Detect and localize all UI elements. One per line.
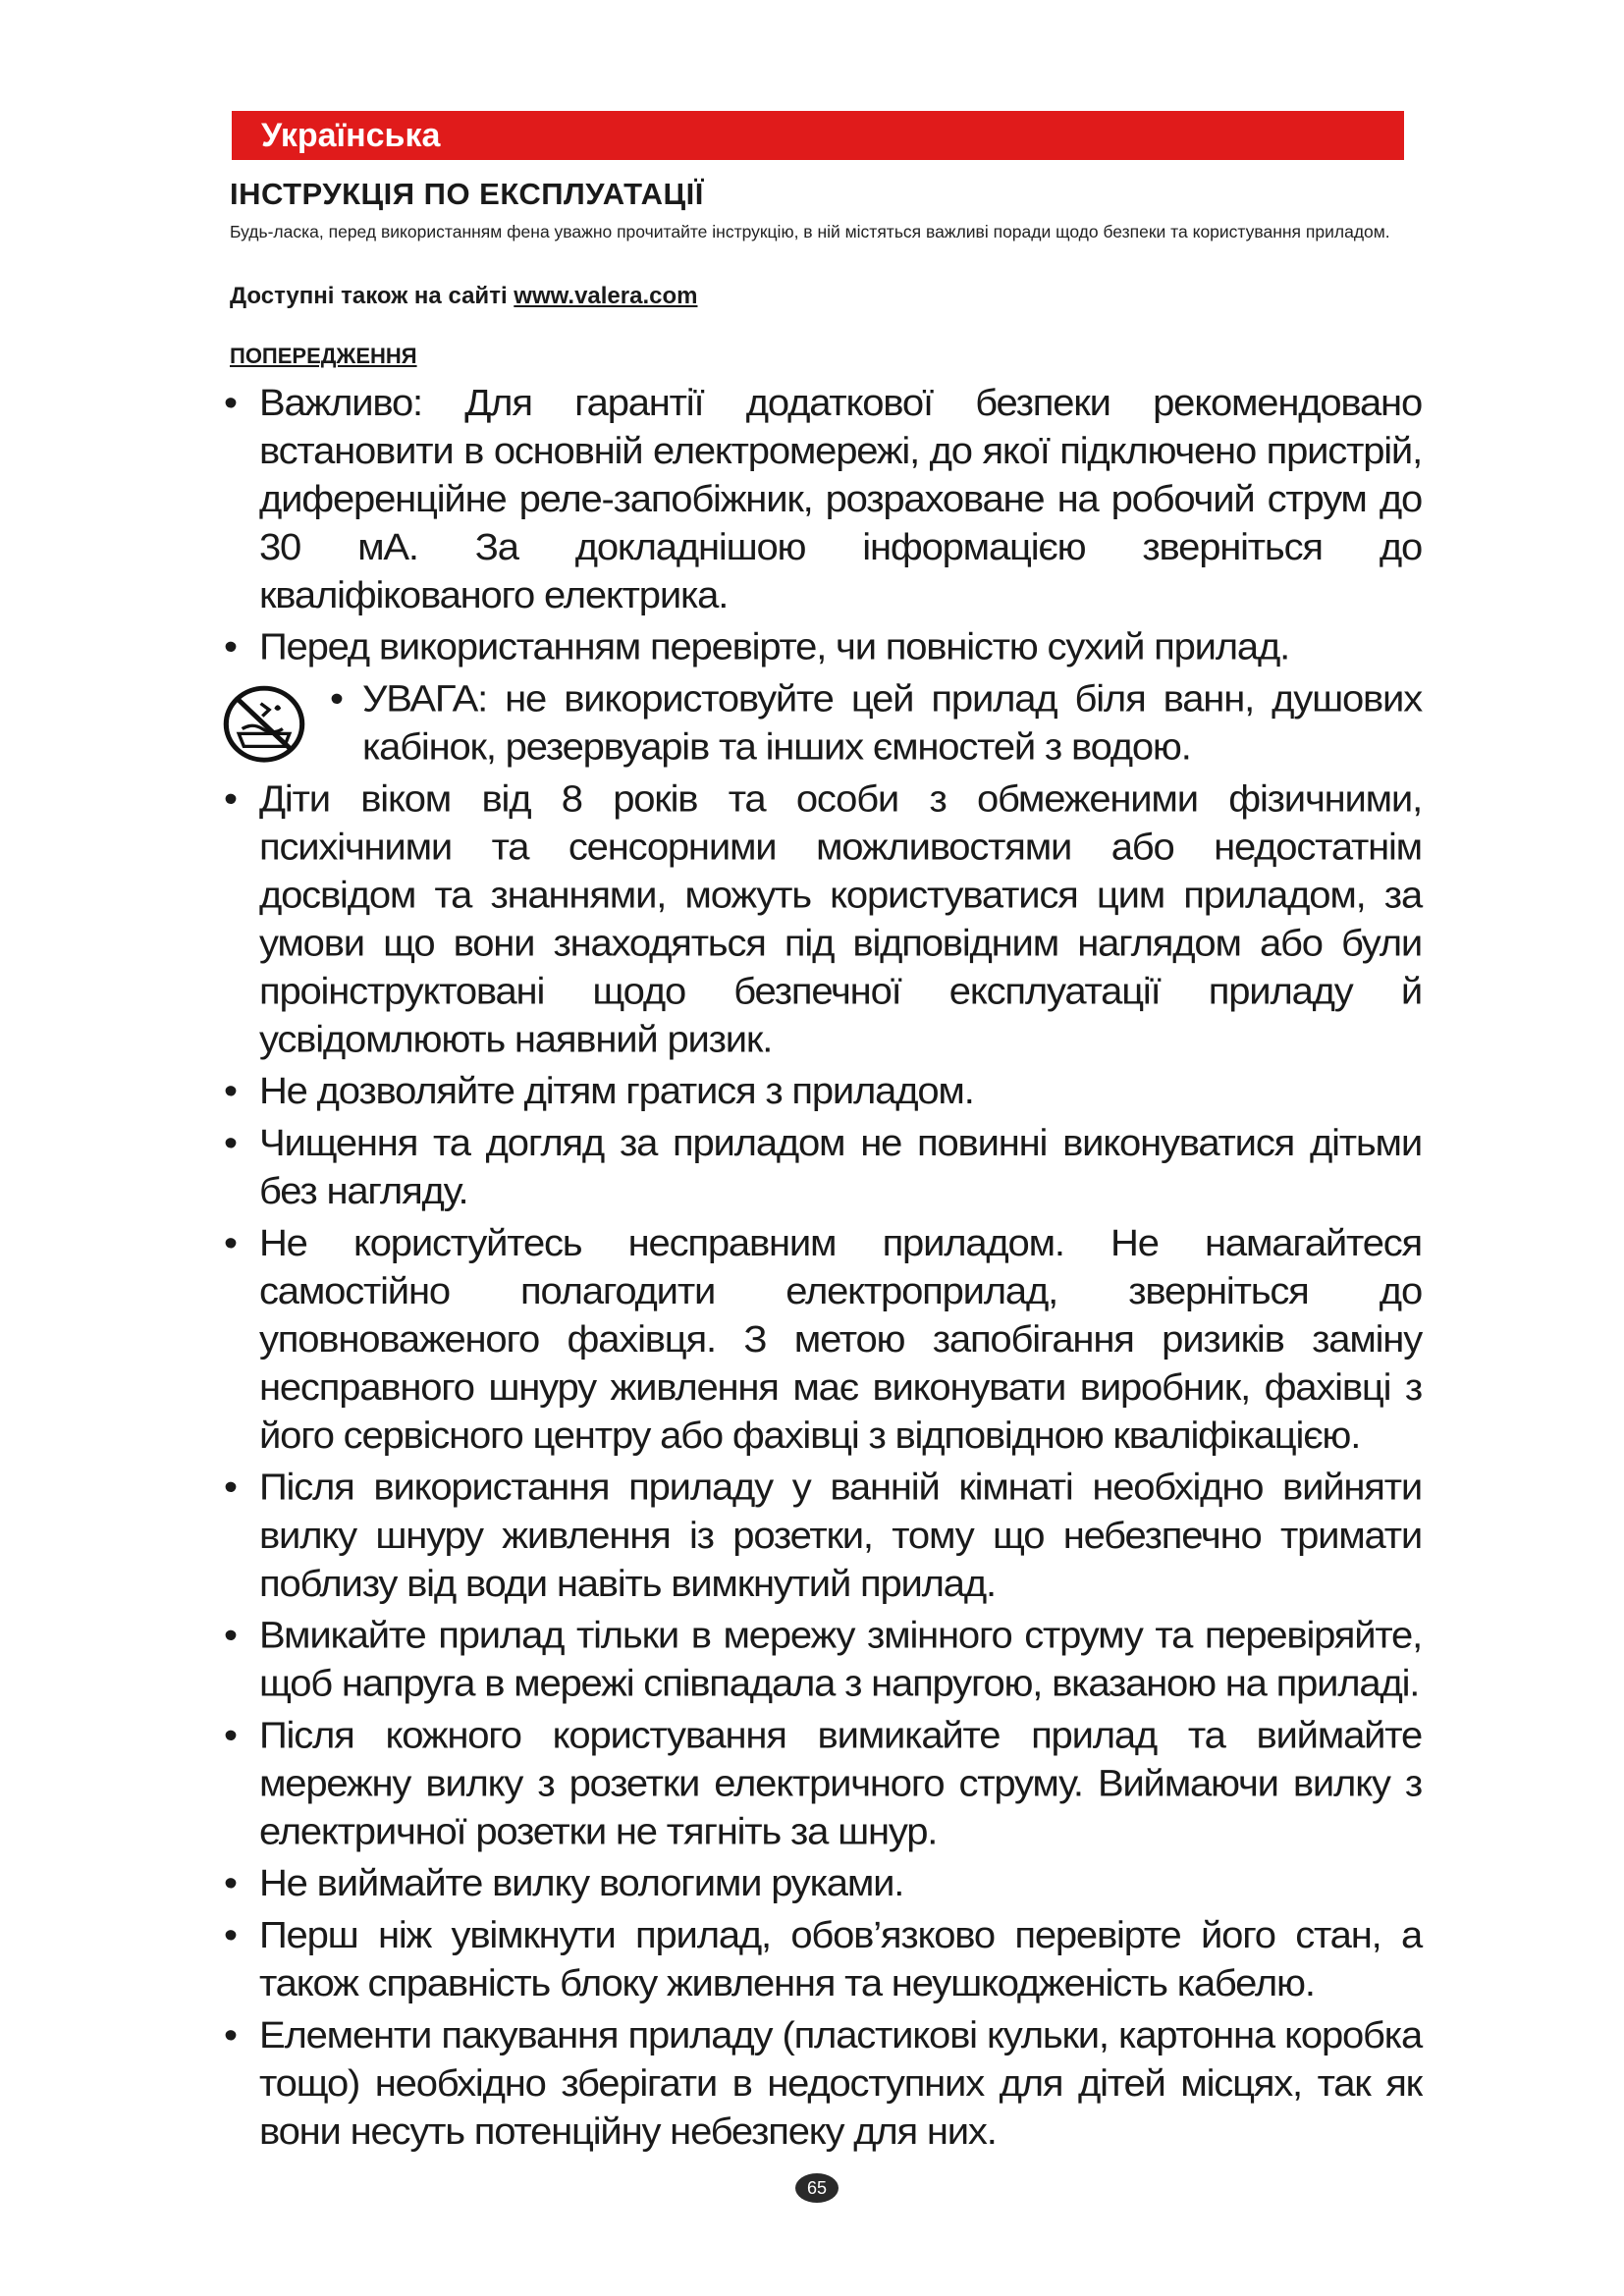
warnings-heading: ПОПЕРЕДЖЕННЯ — [230, 344, 417, 368]
warning-item — [222, 1859, 1422, 1907]
warning-item — [222, 623, 1422, 671]
warnings-list — [222, 379, 1422, 2160]
warning-text: Чищення та догляд за приладом не повинні виконуватися дітьми без нагляду. — [259, 1123, 1422, 1212]
warning-text: УВАГА: не використовуйте цей прилад біля ванн, душових кабінок, резервуарів та інших ємностей з водою. — [362, 678, 1422, 768]
warning-item — [222, 775, 1422, 1064]
warning-text: Після використання приладу у ванній кімнаті необхідно вийняти вилку шнуру живлення із розетки, тому що небезпечно тримати поблизу від води навіть вимкнутий прилад. — [259, 1467, 1422, 1605]
bullet-dot: • — [224, 1715, 237, 1756]
warning-item — [222, 1911, 1422, 2007]
warning-text: Елементи пакування приладу (пластикові кульки, картонна коробка тощо) необхідно зберігати в недоступних для дітей місцях, так як вони несуть потенційну небезпеку для них. — [259, 2014, 1422, 2153]
site-line — [230, 283, 697, 310]
warning-text: Перш ніж увімкнути прилад, обов’язково перевірте його стан, а також справність блоку живлення та неушкодженість кабелю. — [259, 1915, 1422, 2004]
bullet-dot: • — [224, 778, 237, 820]
warning-text: Перед використанням перевірте, чи повністю сухий прилад. — [259, 626, 1290, 668]
language-label: Українська — [261, 117, 441, 154]
warning-text: Не користуйтесь несправним приладом. Не намагайтеся самостійно полагодити електроприлад, зверніться до уповноваженого фахівця. З метою запобігання ризиків заміну несправного шнуру живлення має виконувати виробник, фахівці з його сервісного центру або фахівці з відповідною кваліфікацією. — [259, 1222, 1422, 1457]
warning-item — [222, 1712, 1422, 1856]
warning-item — [222, 2011, 1422, 2156]
intro-text: Будь-ласка, перед використанням фена уважно прочитайте інструкцію, в ній містяться важливі поради щодо безпеки та користування приладом. — [230, 222, 1390, 241]
warning-text: Вмикайте прилад тільки в мережу змінного струму та перевіряйте, щоб напруга в мережі співпадала з напругою, вказаною на приладі. — [259, 1615, 1422, 1705]
bullet-dot: • — [224, 382, 237, 424]
bullet-dot: • — [224, 626, 237, 668]
warning-item — [222, 1464, 1422, 1608]
bullet-dot: • — [224, 1863, 237, 1904]
warning-item-bath — [222, 675, 1422, 772]
language-header-bar — [232, 111, 1404, 160]
bullet-dot: • — [224, 1123, 237, 1164]
page-title: ІНСТРУКЦІЯ ПО ЕКСПЛУАТАЦІЇ — [230, 177, 704, 211]
warning-item — [222, 379, 1422, 619]
warning-item — [222, 1067, 1422, 1115]
page-number-badge: 65 — [795, 2173, 839, 2203]
warning-text: Після кожного користування вимикайте прилад та виймайте мережну вилку з розетки електричного струму. Виймаючи вилку з електричної розетки не тягніть за шнур. — [259, 1715, 1422, 1852]
bullet-dot: • — [224, 1222, 237, 1264]
bullet-dot: • — [224, 2014, 237, 2056]
warning-text: Важливо: Для гарантії додаткової безпеки рекомендовано встановити в основній електромережі, до якої підключено пристрій, диференційне реле-запобіжник, розраховане на робочий струм до 30 мА. За докладнішою інформацією зверніться до кваліфікованого електрика. — [259, 382, 1422, 616]
warning-item — [222, 1219, 1422, 1460]
bullet-dot: • — [330, 678, 343, 720]
site-prefix: Доступні також на сайті — [230, 283, 514, 309]
site-link[interactable]: www.valera.com — [514, 283, 698, 309]
warning-text: Діти віком від 8 років та особи з обмеженими фізичними, психічними та сенсорними можливостями або недостатнім досвідом та знаннями, можуть користуватися цим приладом, за умови що вони знаходяться під відповідним наглядом або були проінструктовані щодо безпечної експлуатації приладу й усвідомлюють наявний ризик. — [259, 778, 1422, 1060]
no-bath-warning-icon — [222, 684, 306, 764]
bullet-dot: • — [224, 1915, 237, 1956]
bullet-dot: • — [224, 1071, 237, 1112]
warning-item — [222, 1119, 1422, 1215]
bullet-dot: • — [224, 1467, 237, 1509]
warning-text: Не виймайте вилку вологими руками. — [259, 1863, 904, 1904]
bullet-dot: • — [224, 1615, 237, 1657]
warning-item — [222, 1612, 1422, 1708]
warning-text: Не дозволяйте дітям гратися з приладом. — [259, 1071, 974, 1112]
